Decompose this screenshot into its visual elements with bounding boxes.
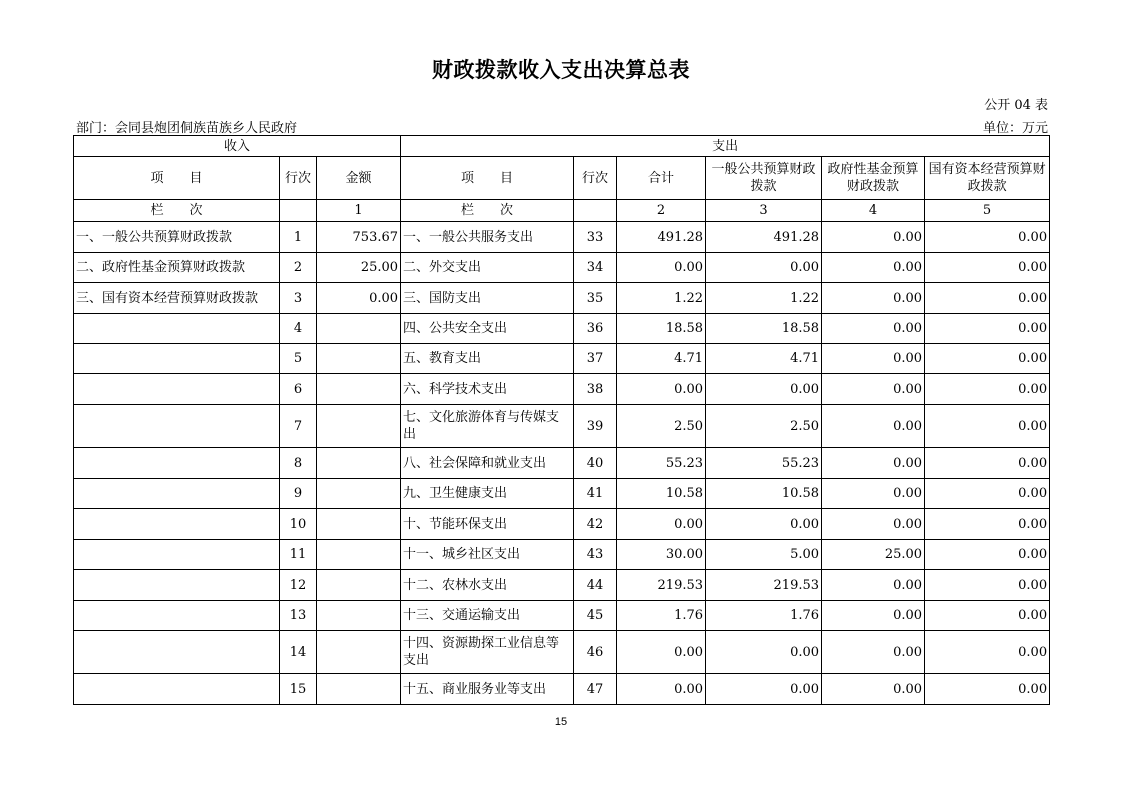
expense-line-cell: 39 <box>574 405 617 448</box>
table-row <box>74 479 1050 509</box>
expense-line-cell: 41 <box>574 479 617 509</box>
income-amount-cell: 0.00 <box>317 283 401 314</box>
fund-budget-amount-cell: 0.00 <box>822 479 925 509</box>
state-capital-amount-cell: 0.00 <box>925 540 1050 570</box>
expense-item-header: 项 目 <box>401 157 574 200</box>
expense-line-cell: 42 <box>574 509 617 540</box>
income-item-cell <box>74 344 280 374</box>
expense-line-header: 行次 <box>574 157 617 200</box>
general-budget-amount-cell: 1.76 <box>706 601 822 631</box>
general-budget-amount-cell: 2.50 <box>706 405 822 448</box>
expense-item-cell: 十一、城乡社区支出 <box>401 540 574 570</box>
general-budget-amount-cell: 491.28 <box>706 222 822 253</box>
table-row <box>74 405 1050 448</box>
state-capital-amount-cell: 0.00 <box>925 674 1050 705</box>
income-amount-cell <box>317 601 401 631</box>
income-line-cell: 1 <box>280 222 317 253</box>
total-amount-cell: 491.28 <box>617 222 706 253</box>
general-budget-amount-cell: 0.00 <box>706 253 822 283</box>
state-capital-amount-cell: 0.00 <box>925 509 1050 540</box>
expense-line-cell: 43 <box>574 540 617 570</box>
income-line-cell: 10 <box>280 509 317 540</box>
expense-item-cell: 四、公共安全支出 <box>401 314 574 344</box>
income-line-header: 行次 <box>280 157 317 200</box>
total-amount-cell: 4.71 <box>617 344 706 374</box>
total-amount-cell: 30.00 <box>617 540 706 570</box>
fund-budget-header: 政府性基金预算财政拨款 <box>822 157 925 200</box>
income-amount-cell <box>317 344 401 374</box>
column-number: 1 <box>317 200 401 222</box>
total-amount-cell: 1.22 <box>617 283 706 314</box>
form-number: 公开 04 表 <box>984 98 1048 113</box>
state-capital-amount-cell: 0.00 <box>925 222 1050 253</box>
general-budget-amount-cell: 10.58 <box>706 479 822 509</box>
state-capital-amount-cell: 0.00 <box>925 631 1050 674</box>
table-row <box>74 674 1050 705</box>
income-item-cell <box>74 374 280 405</box>
fund-budget-amount-cell: 25.00 <box>822 540 925 570</box>
state-capital-amount-cell: 0.00 <box>925 405 1050 448</box>
state-capital-header: 国有资本经营预算财政拨款 <box>925 157 1050 200</box>
expense-item-cell: 十三、交通运输支出 <box>401 601 574 631</box>
expense-item-cell: 九、卫生健康支出 <box>401 479 574 509</box>
income-item-cell: 一、一般公共预算财政拨款 <box>74 222 280 253</box>
total-amount-cell: 10.58 <box>617 479 706 509</box>
fund-budget-amount-cell: 0.00 <box>822 631 925 674</box>
income-amount-cell <box>317 479 401 509</box>
income-amount-cell: 25.00 <box>317 253 401 283</box>
income-amount-cell <box>317 570 401 601</box>
expense-line-cell: 40 <box>574 448 617 479</box>
table-row <box>74 509 1050 540</box>
table-row <box>74 540 1050 570</box>
empty-cell <box>574 200 617 222</box>
income-line-cell: 13 <box>280 601 317 631</box>
state-capital-amount-cell: 0.00 <box>925 283 1050 314</box>
expense-line-cell: 45 <box>574 601 617 631</box>
column-label: 栏 次 <box>401 200 574 222</box>
expense-line-cell: 34 <box>574 253 617 283</box>
fund-budget-amount-cell: 0.00 <box>822 344 925 374</box>
general-budget-amount-cell: 0.00 <box>706 509 822 540</box>
income-amount-cell <box>317 405 401 448</box>
income-amount-cell <box>317 374 401 405</box>
state-capital-amount-cell: 0.00 <box>925 314 1050 344</box>
expense-line-cell: 35 <box>574 283 617 314</box>
expense-item-cell: 十、节能环保支出 <box>401 509 574 540</box>
income-line-cell: 9 <box>280 479 317 509</box>
income-line-cell: 5 <box>280 344 317 374</box>
expense-item-cell: 二、外交支出 <box>401 253 574 283</box>
total-amount-cell: 55.23 <box>617 448 706 479</box>
general-budget-amount-cell: 1.22 <box>706 283 822 314</box>
income-line-cell: 8 <box>280 448 317 479</box>
unit-label: 单位：万元 <box>982 121 1048 136</box>
column-header-row <box>74 157 1050 200</box>
general-budget-amount-cell: 219.53 <box>706 570 822 601</box>
income-amount-cell <box>317 631 401 674</box>
expense-line-cell: 37 <box>574 344 617 374</box>
expense-header: 支出 <box>401 136 1050 157</box>
income-item-cell <box>74 601 280 631</box>
expense-item-cell: 三、国防支出 <box>401 283 574 314</box>
income-line-cell: 4 <box>280 314 317 344</box>
income-item-cell <box>74 631 280 674</box>
income-line-cell: 3 <box>280 283 317 314</box>
income-item-cell: 二、政府性基金预算财政拨款 <box>74 253 280 283</box>
income-line-cell: 6 <box>280 374 317 405</box>
income-amount-cell <box>317 540 401 570</box>
fund-budget-amount-cell: 0.00 <box>822 222 925 253</box>
income-header: 收入 <box>74 136 401 157</box>
page-title: 财政拨款收入支出决算总表 <box>432 58 690 82</box>
total-amount-cell: 18.58 <box>617 314 706 344</box>
total-amount-cell: 0.00 <box>617 253 706 283</box>
fund-budget-amount-cell: 0.00 <box>822 674 925 705</box>
general-budget-amount-cell: 0.00 <box>706 374 822 405</box>
table-row <box>74 374 1050 405</box>
expense-item-cell: 一、一般公共服务支出 <box>401 222 574 253</box>
total-amount-cell: 2.50 <box>617 405 706 448</box>
expense-item-cell: 六、科学技术支出 <box>401 374 574 405</box>
expense-line-cell: 44 <box>574 570 617 601</box>
expense-line-cell: 36 <box>574 314 617 344</box>
fund-budget-amount-cell: 0.00 <box>822 253 925 283</box>
table-row <box>74 570 1050 601</box>
column-number: 5 <box>925 200 1050 222</box>
table-row <box>74 253 1050 283</box>
expense-line-cell: 38 <box>574 374 617 405</box>
total-amount-cell: 219.53 <box>617 570 706 601</box>
expense-item-cell: 十五、商业服务业等支出 <box>401 674 574 705</box>
expense-item-cell: 七、文化旅游体育与传媒支出 <box>401 405 574 448</box>
general-budget-amount-cell: 18.58 <box>706 314 822 344</box>
column-number: 4 <box>822 200 925 222</box>
general-budget-amount-cell: 4.71 <box>706 344 822 374</box>
income-line-cell: 2 <box>280 253 317 283</box>
finance-table <box>73 135 1050 705</box>
income-item-cell: 三、国有资本经营预算财政拨款 <box>74 283 280 314</box>
total-amount-cell: 0.00 <box>617 674 706 705</box>
column-label: 栏 次 <box>74 200 280 222</box>
table-row <box>74 601 1050 631</box>
page-number: 15 <box>554 716 568 728</box>
income-item-header: 项 目 <box>74 157 280 200</box>
expense-item-cell: 八、社会保障和就业支出 <box>401 448 574 479</box>
state-capital-amount-cell: 0.00 <box>925 344 1050 374</box>
fund-budget-amount-cell: 0.00 <box>822 570 925 601</box>
income-item-cell <box>74 448 280 479</box>
income-line-cell: 15 <box>280 674 317 705</box>
empty-cell <box>280 200 317 222</box>
income-item-cell <box>74 674 280 705</box>
expense-line-cell: 47 <box>574 674 617 705</box>
fund-budget-amount-cell: 0.00 <box>822 283 925 314</box>
income-amount-header: 金额 <box>317 157 401 200</box>
fund-budget-amount-cell: 0.00 <box>822 448 925 479</box>
income-line-cell: 11 <box>280 540 317 570</box>
section-header-row <box>74 136 1050 157</box>
fund-budget-amount-cell: 0.00 <box>822 509 925 540</box>
fund-budget-amount-cell: 0.00 <box>822 314 925 344</box>
income-amount-cell <box>317 448 401 479</box>
total-amount-cell: 0.00 <box>617 509 706 540</box>
income-amount-cell <box>317 314 401 344</box>
column-number-row <box>74 200 1050 222</box>
general-budget-amount-cell: 0.00 <box>706 631 822 674</box>
state-capital-amount-cell: 0.00 <box>925 570 1050 601</box>
column-number: 2 <box>617 200 706 222</box>
state-capital-amount-cell: 0.00 <box>925 253 1050 283</box>
general-budget-amount-cell: 55.23 <box>706 448 822 479</box>
state-capital-amount-cell: 0.00 <box>925 479 1050 509</box>
fund-budget-amount-cell: 0.00 <box>822 405 925 448</box>
state-capital-amount-cell: 0.00 <box>925 448 1050 479</box>
general-budget-header: 一般公共预算财政拨款 <box>706 157 822 200</box>
income-amount-cell <box>317 674 401 705</box>
department-label: 部门：会同县炮团侗族苗族乡人民政府 <box>76 121 298 136</box>
table-row <box>74 283 1050 314</box>
expense-line-cell: 46 <box>574 631 617 674</box>
income-line-cell: 12 <box>280 570 317 601</box>
expense-line-cell: 33 <box>574 222 617 253</box>
income-item-cell <box>74 405 280 448</box>
table-row <box>74 344 1050 374</box>
income-amount-cell <box>317 509 401 540</box>
income-item-cell <box>74 509 280 540</box>
income-item-cell <box>74 314 280 344</box>
general-budget-amount-cell: 5.00 <box>706 540 822 570</box>
table-row <box>74 631 1050 674</box>
general-budget-amount-cell: 0.00 <box>706 674 822 705</box>
income-amount-cell: 753.67 <box>317 222 401 253</box>
table-row <box>74 448 1050 479</box>
total-amount-cell: 0.00 <box>617 374 706 405</box>
expense-item-cell: 五、教育支出 <box>401 344 574 374</box>
table-row <box>74 314 1050 344</box>
total-amount-cell: 1.76 <box>617 601 706 631</box>
table-body <box>74 136 1050 705</box>
total-amount-cell: 0.00 <box>617 631 706 674</box>
fund-budget-amount-cell: 0.00 <box>822 374 925 405</box>
state-capital-amount-cell: 0.00 <box>925 601 1050 631</box>
income-item-cell <box>74 570 280 601</box>
state-capital-amount-cell: 0.00 <box>925 374 1050 405</box>
total-header: 合计 <box>617 157 706 200</box>
income-item-cell <box>74 479 280 509</box>
expense-item-cell: 十四、资源勘探工业信息等支出 <box>401 631 574 674</box>
income-item-cell <box>74 540 280 570</box>
income-line-cell: 7 <box>280 405 317 448</box>
fund-budget-amount-cell: 0.00 <box>822 601 925 631</box>
income-line-cell: 14 <box>280 631 317 674</box>
table-row <box>74 222 1050 253</box>
expense-item-cell: 十二、农林水支出 <box>401 570 574 601</box>
column-number: 3 <box>706 200 822 222</box>
